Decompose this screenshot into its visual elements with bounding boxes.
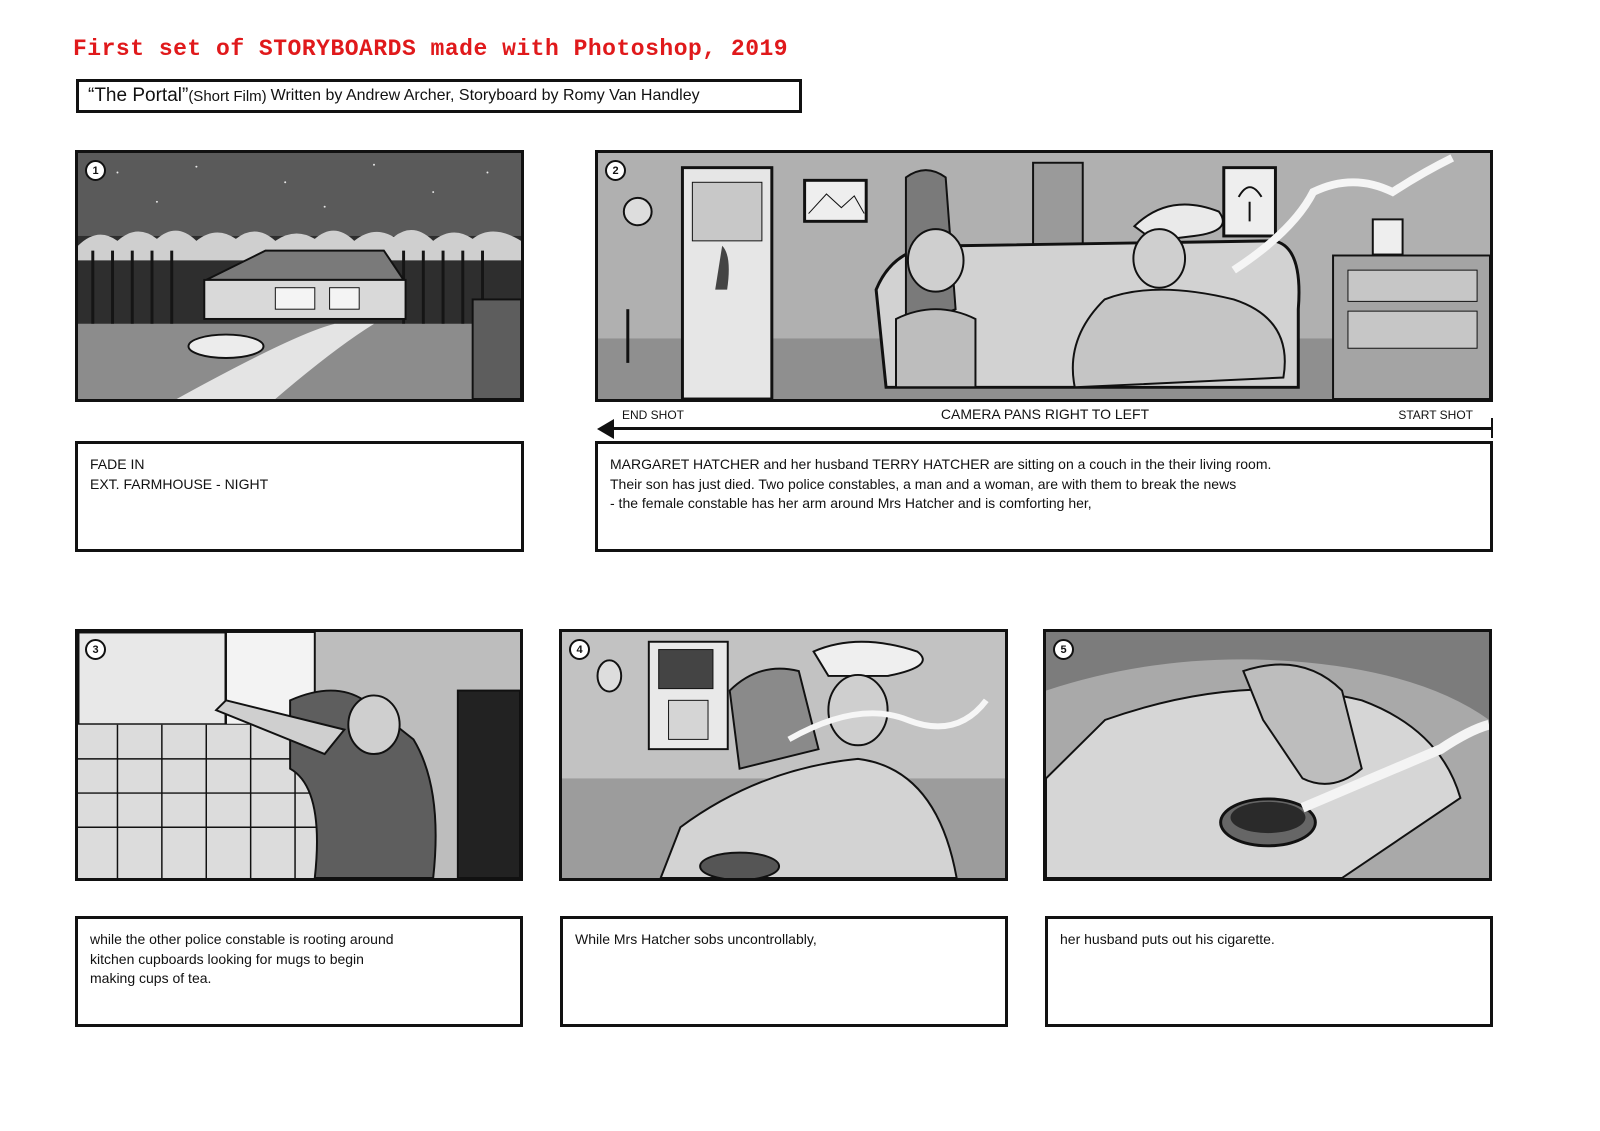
end-shot-label: END SHOT [622, 408, 685, 422]
caption-line: While Mrs Hatcher sobs uncontrollably, [575, 931, 817, 947]
sobbing-couple-illustration [562, 632, 1005, 878]
caption-line: kitchen cupboards looking for mugs to begin [90, 950, 364, 967]
start-shot-label: START SHOT [1398, 408, 1473, 422]
kitchen-constable-illustration [78, 632, 520, 878]
living-room-illustration [598, 153, 1490, 399]
arrow-left-icon [597, 419, 614, 439]
storyboard-panel-2 [595, 150, 1493, 402]
storyboard-panel-4 [559, 629, 1008, 881]
caption-panel-3 [75, 916, 523, 1027]
panel-number-2: 2 [605, 160, 626, 181]
panel-number-3: 3 [85, 639, 106, 660]
camera-pan-indicator [597, 404, 1493, 436]
farmhouse-night-illustration [78, 153, 521, 399]
caption-panel-1 [75, 441, 524, 552]
caption-line: FADE IN [90, 456, 145, 472]
caption-line: her husband puts out his cigarette. [1060, 931, 1275, 947]
film-credits: Written by Andrew Archer, Storyboard by Romy Van Handley [270, 87, 700, 104]
caption-panel-2 [595, 441, 1493, 552]
storyboard-panel-1 [75, 150, 524, 402]
panel-number-5: 5 [1053, 639, 1074, 660]
caption-line: while the other police constable is rooting around [90, 931, 394, 947]
storyboard-panel-5 [1043, 629, 1492, 881]
page-title: First set of STORYBOARDS made with Photoshop, 2019 [73, 36, 789, 62]
panel-number-4: 4 [569, 639, 590, 660]
ashtray-closeup-illustration [1046, 632, 1489, 878]
pan-end-tick [1491, 418, 1493, 438]
caption-line: making cups of tea. [90, 970, 212, 986]
panel-number-1: 1 [85, 160, 106, 181]
film-title: “The Portal” [88, 85, 189, 106]
storyboard-panel-3 [75, 629, 523, 881]
film-type: (Short Film) [188, 87, 267, 105]
caption-line: Their son has just died. Two police constables, a man and a woman, are with them to break the news [610, 475, 1237, 492]
caption-panel-5 [1045, 916, 1493, 1027]
pan-arrow-line [611, 427, 1493, 430]
camera-pan-label: CAMERA PANS RIGHT TO LEFT [940, 406, 1150, 422]
caption-line: EXT. FARMHOUSE - NIGHT [90, 475, 269, 492]
caption-line: - the female constable has her arm around Mrs Hatcher and is comforting her, [610, 495, 1092, 511]
credit-box [76, 79, 802, 113]
caption-line: MARGARET HATCHER and her husband TERRY HATCHER are sitting on a couch in the their living room. [610, 456, 1272, 472]
caption-panel-4 [560, 916, 1008, 1027]
